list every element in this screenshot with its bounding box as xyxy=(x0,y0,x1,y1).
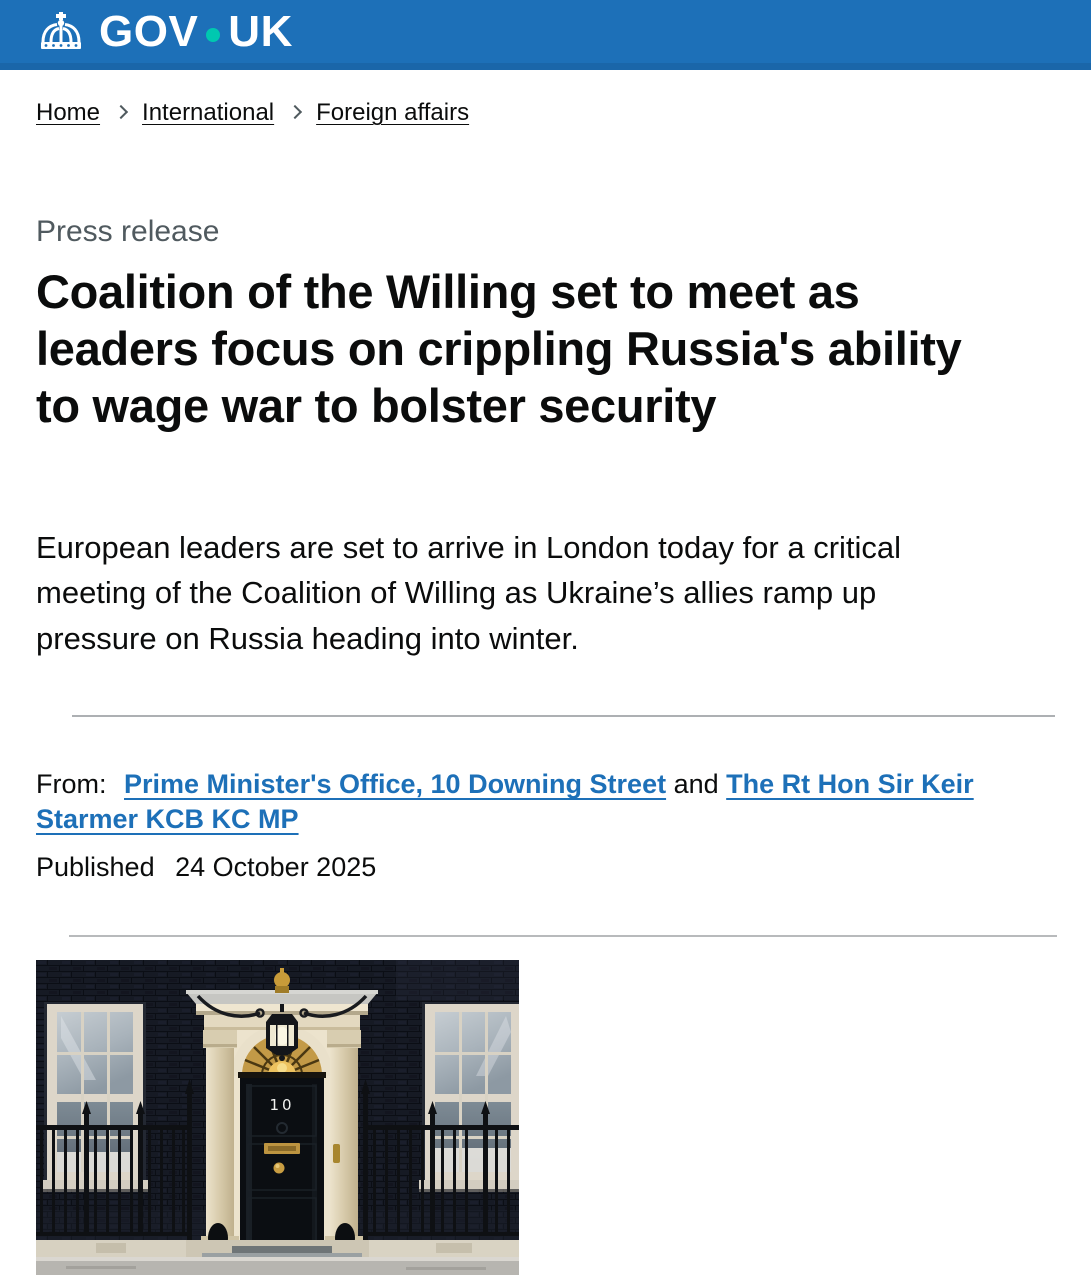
chevron-right-icon xyxy=(288,105,302,119)
govuk-header xyxy=(0,0,1091,70)
section-divider xyxy=(72,715,1055,717)
brand-dot-icon xyxy=(206,28,220,42)
breadcrumb-home-link[interactable]: Home xyxy=(36,99,101,126)
page-title: Coalition of the Willing set to meet as leaders focus on crippling Russia's ability to wage war to bolster security xyxy=(36,265,962,432)
pavement xyxy=(36,1240,519,1275)
logotype-gov: GOV xyxy=(99,6,199,56)
section-divider xyxy=(69,935,1057,937)
lead-paragraph: European leaders are set to arrive in London today for a critical meeting of the Coalition of Willing as Ukraine’s allies ramp up pressure on Russia heading into winter. xyxy=(36,529,902,656)
breadcrumb-foreign-affairs-link[interactable]: Foreign affairs xyxy=(316,99,470,126)
crown-icon xyxy=(36,10,86,54)
logotype-uk: UK xyxy=(228,6,293,56)
organisation-link[interactable]: Prime Minister's Office, 10 Downing Street xyxy=(124,769,667,800)
door-bell xyxy=(333,1144,340,1163)
minister-link[interactable]: The Rt Hon Sir Keir Starmer KCB KC MP xyxy=(36,769,974,835)
breadcrumb xyxy=(36,98,1055,128)
from-metadata xyxy=(36,767,981,837)
published-metadata xyxy=(36,851,1055,883)
chevron-right-icon xyxy=(114,105,128,119)
from-label: From: xyxy=(36,769,107,800)
conjunction-text: and xyxy=(673,769,719,800)
published-date: 24 October 2025 xyxy=(175,852,377,883)
document-type-caption: Press release xyxy=(36,215,220,248)
door-number: 10 xyxy=(269,1096,295,1115)
downing-street-photo xyxy=(36,960,519,1275)
main-content xyxy=(0,214,1091,937)
breadcrumb-international-link[interactable]: International xyxy=(142,99,275,126)
govuk-logotype xyxy=(99,6,293,56)
published-label: Published xyxy=(36,852,155,883)
door-knob xyxy=(274,1163,285,1174)
govuk-logo-link[interactable] xyxy=(36,6,293,56)
